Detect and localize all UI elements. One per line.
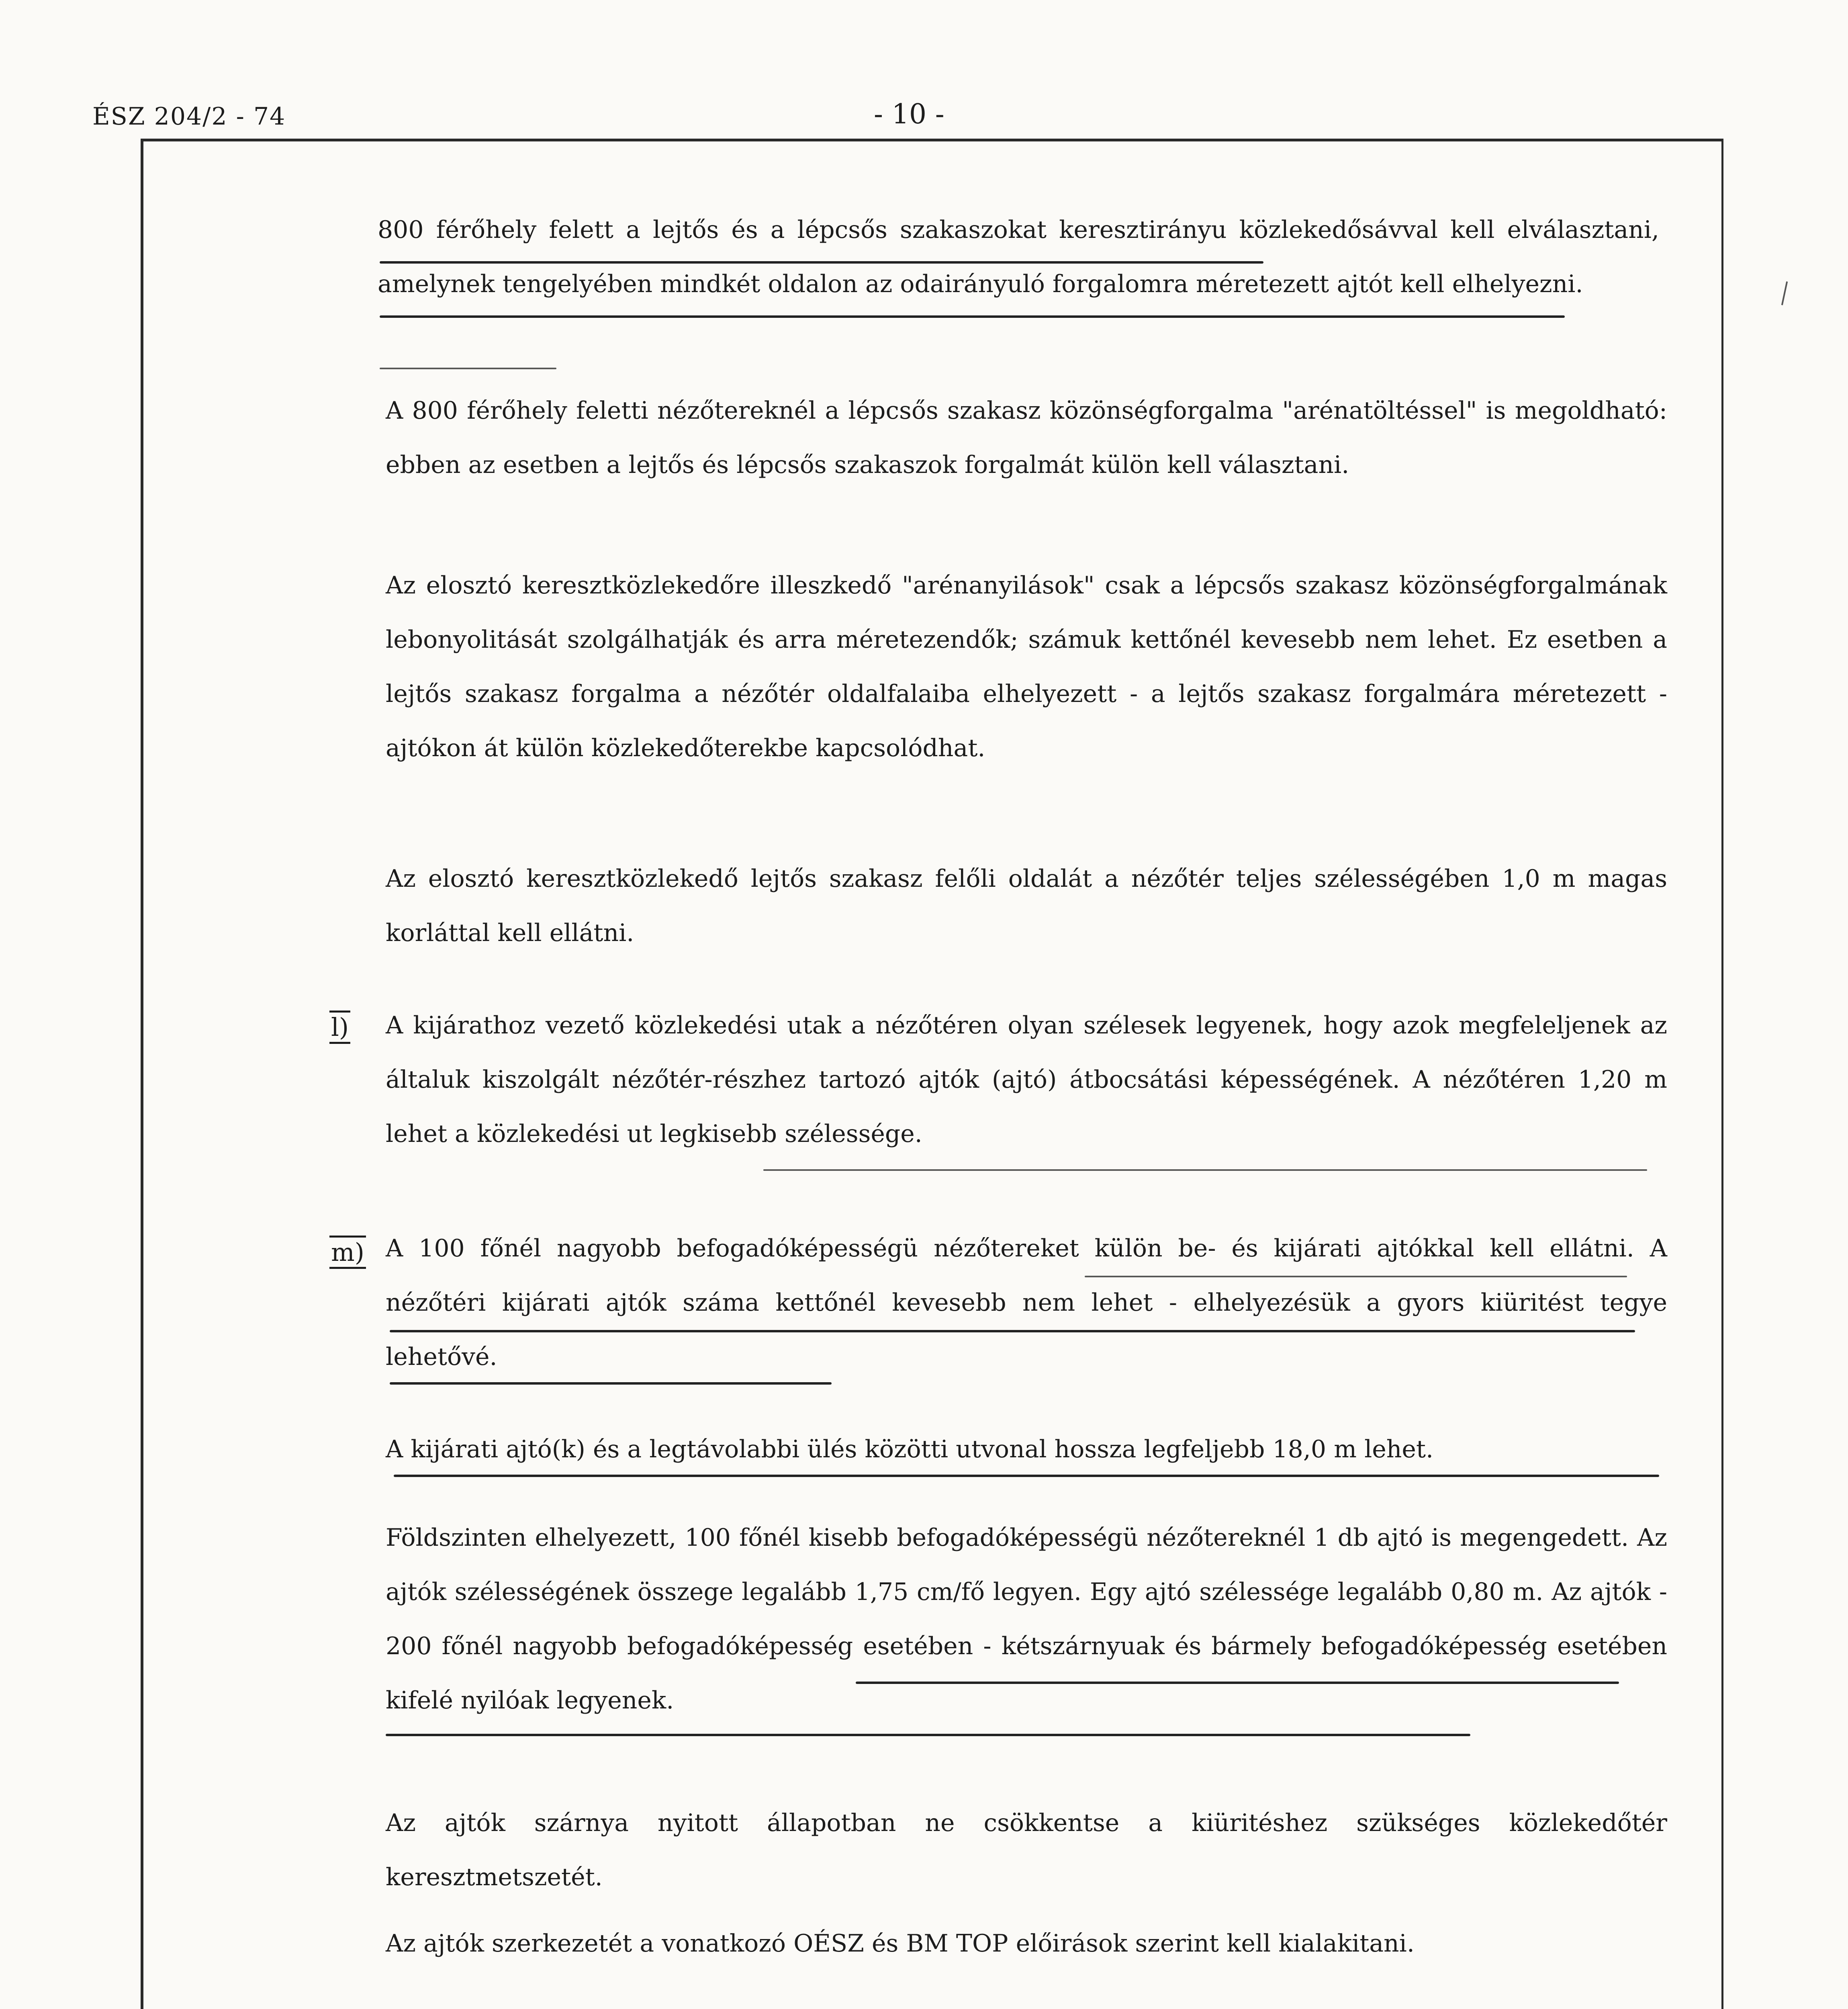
- document-code: ÉSZ 204/2 - 74: [92, 102, 286, 131]
- item-marker-m: m): [329, 1238, 366, 1267]
- handwritten-underline: [380, 315, 1565, 318]
- paragraph-crossway-separation: 800 férőhely felett a lejtős és a lépcsős szakaszokat keresztirányu közlekedősávval kell elválasztani, amelynek tengelyében mindkét oldalon az odairányuló forgalomra méretezett ajtót kell elhelyezni.: [378, 216, 1659, 298]
- paragraph-door-structure: Az ajtók szerkezetét a vonatkozó OÉSZ és BM TOP előirások szerint kell kialakitani.: [386, 1929, 1415, 1958]
- handwritten-underline: [386, 1734, 1470, 1736]
- paragraph-railing: Az elosztó keresztközlekedő lejtős szakasz felőli oldalát a nézőtér teljes szélességében 1,0 m magas korláttal kell ellátni.: [386, 865, 1667, 947]
- handwritten-underline: [763, 1169, 1647, 1171]
- page-number: - 10 -: [874, 98, 944, 130]
- paragraph-exit-routes: A kijárathoz vezető közlekedési utak a nézőtéren olyan szélesek legyenek, hogy azok megfeleljenek az általuk kiszolgált nézőtér-részhez tartozó ajtók (ajtó) átbocsátási képességének. A nézőtéren 1,20 m lehet a közlekedési ut legkisebb szélessége.: [386, 1011, 1667, 1148]
- handwritten-underline: [380, 368, 556, 369]
- paragraph-door-leaves: Az ajtók szárnya nyitott állapotban ne csökkentse a kiüritéshez szükséges közlekedőtér keresztmetszetét.: [386, 1809, 1667, 1891]
- stray-pen-mark: [1781, 281, 1788, 305]
- handwritten-underline: [380, 261, 1263, 264]
- paragraph-arena-openings: Az elosztó keresztközlekedőre illeszkedő "arénanyilások" csak a lépcsős szakasz közönségforgalmának lebonyolitását szolgálhatják és arra méretezendők; számuk kettőnél kevesebb nem lehet. Ez esetben a lejtős szakasz forgalma a nézőtér oldalfalaiba elhelyezett - a lejtős szakasz forgalmára méretezett - ajtókon át külön közlekedőterekbe kapcsolódhat.: [386, 571, 1667, 762]
- handwritten-underline: [394, 1475, 1659, 1477]
- handwritten-underline: [390, 1382, 832, 1385]
- paragraph-arena-filling: A 800 férőhely feletti nézőtereknél a lépcsős szakasz közönségforgalma "arénatöltéssel" is megoldható: ebben az esetben a lejtős és lépcsős szakaszok forgalmát külön kell választani.: [386, 397, 1667, 479]
- handwritten-underline: [856, 1682, 1619, 1684]
- paragraph-separate-exits: A 100 főnél nagyobb befogadóképességü nézőtereket külön be- és kijárati ajtókkal kell ellátni. A nézőtéri kijárati ajtók száma kettőnél kevesebb nem lehet - elhelyezésük a gyors kiüritést tegye lehetővé.: [386, 1234, 1667, 1371]
- paragraph-door-widths: Földszinten elhelyezett, 100 főnél kisebb befogadóképességü nézőtereknél 1 db ajtó is megengedett. Az ajtók szélességének összege legalább 1,75 cm/fő legyen. Egy ajtó szélessége legalább 0,80 m. Az ajtók - 200 főnél nagyobb befogadóképesség esetében - kétszárnyuak és bármely befogadóképesség esetében kifelé nyilóak legyenek.: [386, 1524, 1667, 1714]
- handwritten-underline: [390, 1330, 1635, 1332]
- item-marker-l: l): [329, 1013, 350, 1042]
- paragraph-exit-distance: A kijárati ajtó(k) és a legtávolabbi ülés közötti utvonal hossza legfeljebb 18,0 m lehet.: [386, 1435, 1434, 1463]
- handwritten-underline: [1085, 1276, 1627, 1277]
